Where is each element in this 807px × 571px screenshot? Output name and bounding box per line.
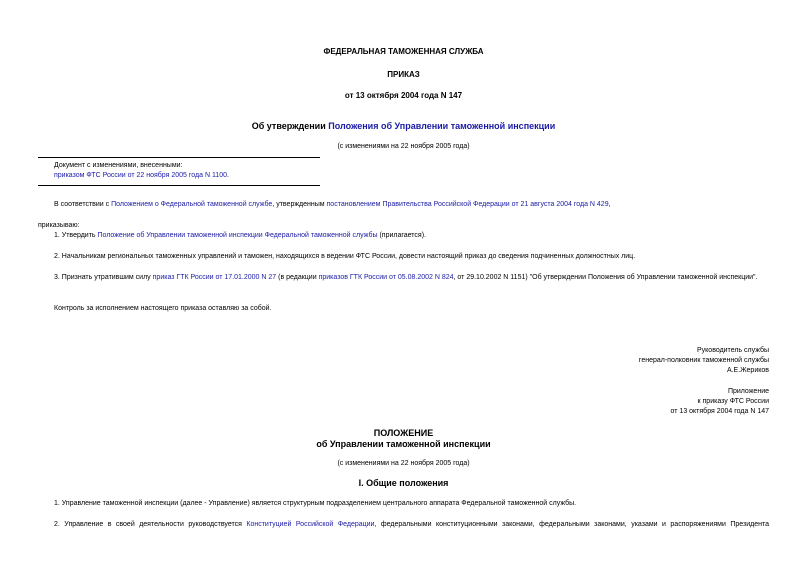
amend-box-bottom-rule bbox=[38, 185, 320, 186]
order-date-number: от 13 октября 2004 года N 147 bbox=[344, 91, 463, 100]
signature-name: А.Е.Жериков bbox=[726, 367, 769, 374]
changes-note: (с изменениями на 22 ноября 2005 года) bbox=[337, 143, 470, 150]
order-title-link[interactable]: Положения об Управлении таможенной инспекции bbox=[328, 121, 556, 131]
order-title bbox=[0, 121, 807, 132]
doc-type-heading: ПРИКАЗ bbox=[387, 70, 420, 79]
section-1-heading: I. Общие положения bbox=[358, 478, 449, 488]
gtk-order-27-link[interactable]: приказ ГТК России от 17.01.2000 N 27 bbox=[152, 274, 277, 281]
order-verb: приказываю: bbox=[38, 222, 80, 229]
item-3-text-3: , от 29.10.2002 N 1151) "Об утверждении Положения об Управлении таможенной инспекции". bbox=[453, 274, 758, 281]
item-2: 2. Начальникам региональных таможенных управлений и таможен, находящихся в ведении ФТС России, довести настоящий приказ до сведения подчиненных должностных лиц. bbox=[54, 253, 636, 260]
preamble-text-2: , утвержденным bbox=[272, 201, 327, 208]
amend-box-line2 bbox=[54, 171, 229, 180]
paragraph-2-text-1: 2. Управление в своей деятельности руководствуется bbox=[54, 521, 247, 528]
amend-box-end: . bbox=[227, 172, 229, 179]
agency-heading: ФЕДЕРАЛЬНАЯ ТАМОЖЕННАЯ СЛУЖБА bbox=[323, 47, 484, 56]
amend-order-link[interactable]: приказом ФТС России от 22 ноября 2005 года N 1100 bbox=[54, 172, 227, 179]
item-1-text-2: (прилагается). bbox=[377, 232, 426, 239]
gtk-orders-824-link[interactable]: приказов ГТК России от 05.08.2002 N 824 bbox=[318, 274, 454, 281]
regulation-title: ПОЛОЖЕНИЕ bbox=[373, 428, 434, 438]
appendix-to-order: к приказу ФТС России bbox=[697, 398, 769, 405]
item-3-text-2: (в редакции bbox=[276, 274, 319, 281]
item-1-text-1: 1. Утвердить bbox=[54, 232, 98, 239]
preamble-text-3: , bbox=[608, 201, 611, 208]
item-1 bbox=[54, 231, 774, 240]
regulation-changes-note: (с изменениями на 22 ноября 2005 года) bbox=[337, 460, 470, 467]
item-3-text-1: 3. Признать утратившим силу bbox=[54, 274, 153, 281]
order-title-prefix: Об утверждении bbox=[251, 121, 329, 131]
appendix-date-number: от 13 октября 2004 года N 147 bbox=[670, 408, 769, 415]
regulation-approval-link[interactable]: Положение об Управлении таможенной инспекции Федеральной таможенной службы bbox=[97, 232, 378, 239]
amend-box-top-rule bbox=[38, 157, 320, 158]
fts-regulation-link[interactable]: Положением о Федеральной таможенной службе bbox=[111, 201, 273, 208]
signature-position: Руководитель службы bbox=[696, 347, 769, 354]
paragraph-2-text-2: , федеральными конституционными законами, федеральными законами, указами и распоряжениями Президента bbox=[374, 521, 769, 528]
regulation-paragraph-1: 1. Управление таможенной инспекции (далее - Управление) является структурным подразделением центрального аппарата Федеральной таможенной службы. bbox=[54, 500, 577, 507]
regulation-paragraph-2 bbox=[38, 520, 769, 529]
regulation-subtitle: об Управлении таможенной инспекции bbox=[316, 439, 491, 449]
amend-box-line1: Документ с изменениями, внесенными: bbox=[54, 162, 183, 169]
item-3 bbox=[38, 273, 769, 282]
appendix-label: Приложение bbox=[727, 388, 769, 395]
constitution-link[interactable]: Конституцией Российской Федерации bbox=[246, 521, 375, 528]
government-decree-link[interactable]: постановлением Правительства Российской Федерации от 21 августа 2004 года N 429 bbox=[326, 201, 609, 208]
preamble bbox=[54, 200, 774, 209]
signature-rank: генерал-полковник таможенной службы bbox=[638, 357, 769, 364]
control-clause: Контроль за исполнением настоящего приказа оставляю за собой. bbox=[54, 305, 272, 312]
preamble-text-1: В соответствии с bbox=[54, 201, 112, 208]
